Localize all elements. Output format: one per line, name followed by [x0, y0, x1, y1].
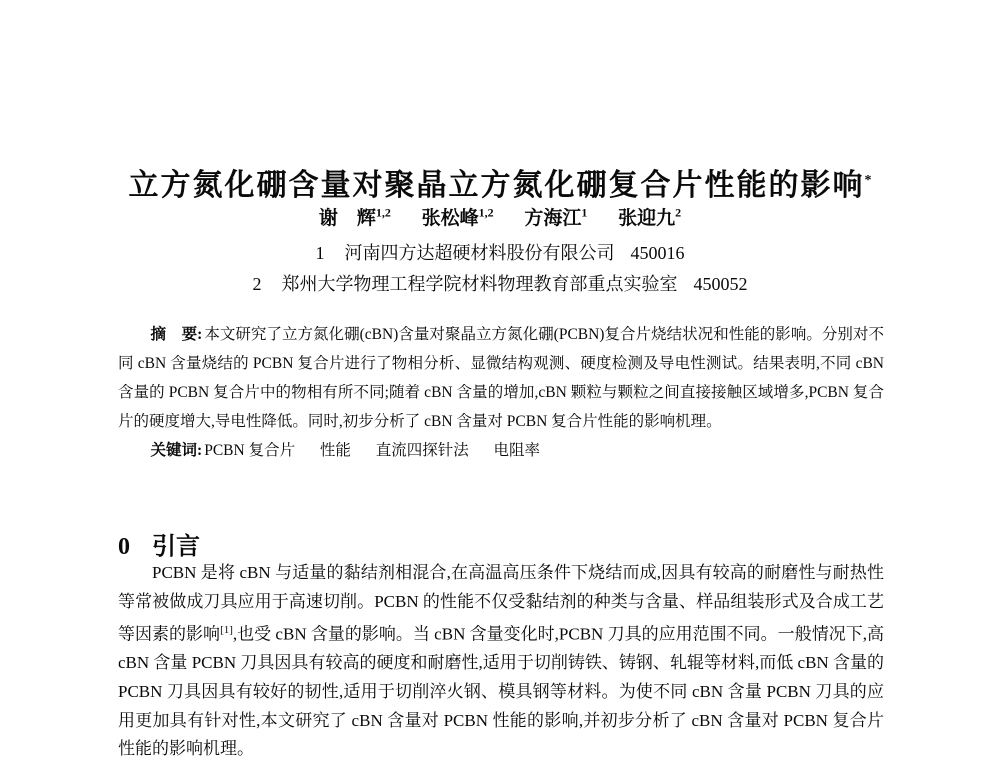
author	[618, 205, 682, 229]
keywords-label: 关键词:	[150, 442, 203, 459]
section-heading	[118, 526, 200, 561]
title-footnote-marker: *	[864, 173, 872, 188]
keyword: 性能	[319, 442, 351, 459]
paper-title-text: 立方氮化硼含量对聚晶立方氮化硼复合片性能的影响	[128, 169, 865, 202]
author-affiliation-superscript: 1,2	[375, 205, 391, 220]
author-name: 方海江	[524, 208, 582, 229]
affiliation-name: 郑州大学物理工程学院材料物理教育部重点实验室	[281, 274, 678, 294]
introduction-paragraph	[118, 559, 884, 760]
affiliation-line	[0, 239, 1000, 265]
keyword: 直流四探针法	[375, 442, 469, 459]
section-number: 0	[118, 534, 130, 560]
author	[524, 205, 588, 229]
affiliation-postcode: 450016	[630, 243, 685, 263]
citation-reference: [1]	[220, 624, 233, 637]
abstract-block	[118, 320, 884, 465]
author-line	[0, 203, 1000, 230]
introduction-text-after-ref: ,也受 cBN 含量的影响。当 cBN 含量变化时,PCBN 刀具的应用范围不同。一般情况下,高 cBN 含量 PCBN 刀具因具有较高的硬度和耐磨性,适用于切削铸铁、铸钢、轧辊等材料,而低 cBN 含量的 PCBN 刀具因具有较好的韧性,适用于切削淬火钢、模具钢等材料。为使不同 cBN 含量 PCBN 刀具的应用更加具有针对性,本文研究了 cBN 含量对 PCBN 性能的影响,并初步分析了 cBN 含量对 PCBN 复合片性能的影响机理。	[118, 624, 884, 759]
affiliation-postcode: 450052	[693, 274, 748, 294]
abstract-text: 本文研究了立方氮化硼(cBN)含量对聚晶立方氮化硼(PCBN)复合片烧结状况和性能的影响。分别对不同 cBN 含量烧结的 PCBN 复合片进行了物相分析、显微结构观测、硬度检测及导电性测试。结果表明,不同 cBN 含量的 PCBN 复合片中的物相有所不同;随着 cBN 含量的增加,cBN 颗粒与颗粒之间直接接触区域增多,PCBN 复合片的硬度增大,导电性降低。同时,初步分析了 cBN 含量对 PCBN 复合片性能的影响机理。	[118, 326, 884, 430]
abstract-paragraph	[118, 320, 884, 436]
paper-title	[0, 160, 1000, 204]
keyword: 电阻率	[493, 442, 541, 459]
affiliation-name: 河南四方达超硬材料股份有限公司	[344, 243, 615, 263]
introduction-text-before-ref: PCBN 是将 cBN 与适量的黏结剂相混合,在高温高压条件下烧结而成,因具有较高的耐磨性与耐热性等常被做成刀具应用于高速切削。PCBN 的性能不仅受黏结剂的种类与含量、样品组装形式及合成工艺等因素的影响	[118, 563, 884, 644]
affiliation-number: 2	[252, 274, 262, 294]
author	[318, 205, 391, 229]
keywords-line	[118, 436, 884, 465]
author-affiliation-superscript: 1	[581, 205, 588, 220]
affiliation-number: 1	[315, 243, 325, 263]
author-name: 张迎九	[618, 208, 676, 229]
author-affiliation-superscript: 1,2	[478, 205, 494, 220]
author-name: 张松峰	[421, 208, 479, 229]
author-name: 谢 辉	[318, 208, 376, 229]
keyword: PCBN 复合片	[204, 442, 296, 459]
affiliation-line	[0, 270, 1000, 296]
author-affiliation-superscript: 2	[675, 205, 682, 220]
section-title: 引言	[152, 534, 200, 560]
author	[421, 205, 494, 229]
abstract-label: 摘 要:	[150, 326, 203, 343]
